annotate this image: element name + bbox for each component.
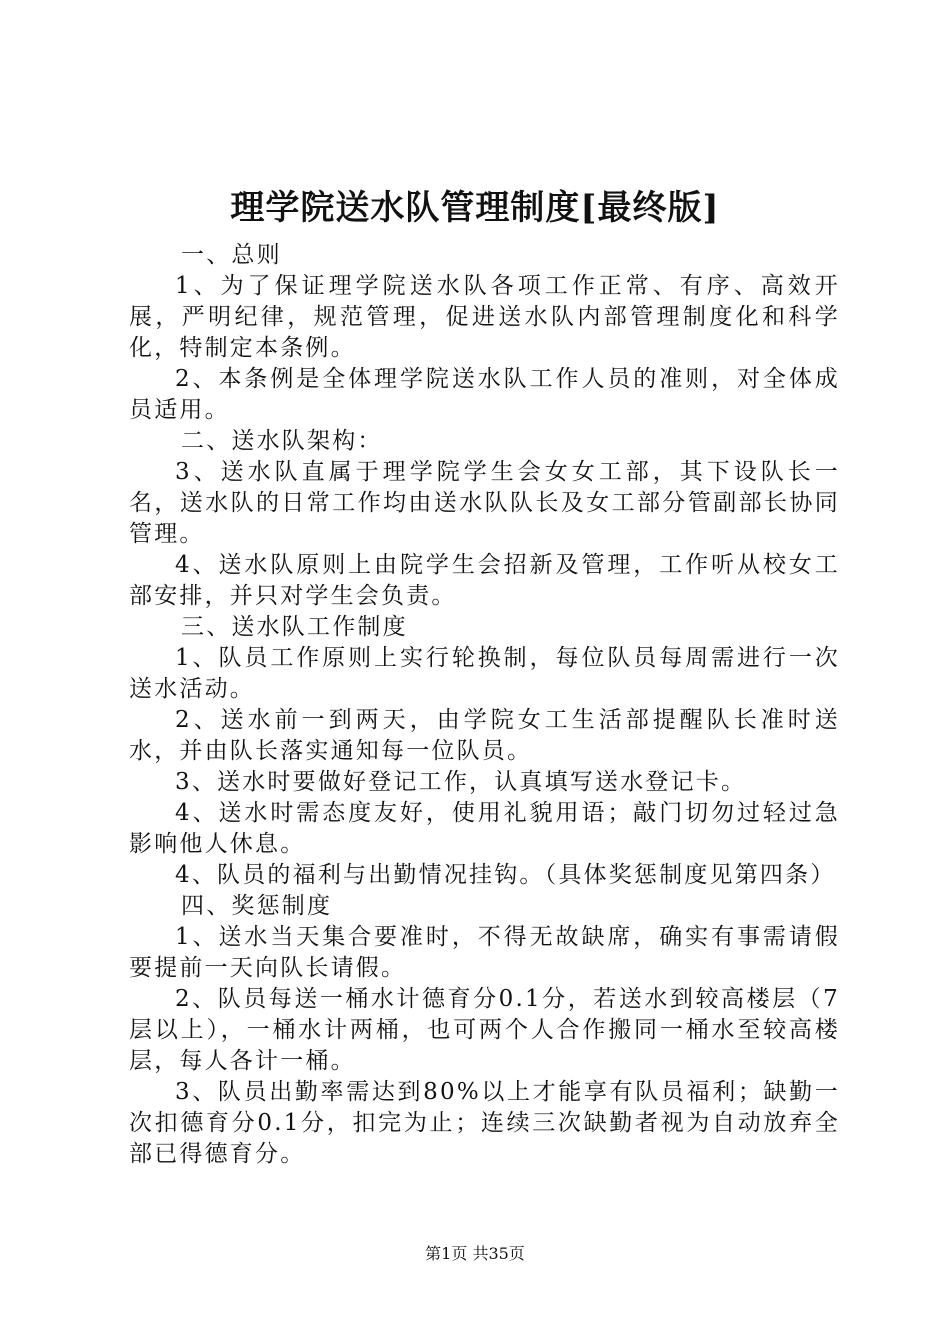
section-heading-rewards: 四、奖惩制度 [181, 893, 333, 919]
section-heading-structure: 二、送水队架构： [181, 428, 383, 454]
paragraph: 1、为了保证理学院送水队各项工作正常、有序、高效开展，严明纪律，规范管理，促进送水队内部管理制度化和科学化，特制定本条例。 [129, 273, 840, 361]
paragraph: 1、送水当天集合要准时，不得无故缺席，确实有事需请假要提前一天向队长请假。 [129, 924, 840, 981]
paragraph: 4、送水队原则上由院学生会招新及管理，工作听从校女工部安排，并只对学生会负责。 [129, 552, 840, 609]
paragraph: 4、队员的福利与出勤情况挂钩。（具体奖惩制度见第四条） [175, 862, 836, 888]
paragraph: 3、队员出勤率需达到80%以上才能享有队员福利；缺勤一次扣德育分0.1分，扣完为止；连续三次缺勤者视为自动放弃全部已得德育分。 [129, 1079, 840, 1167]
section-heading-general: 一、总则 [181, 242, 282, 268]
page-footer: 第1页 共35页 [425, 1244, 525, 1263]
document-title: 理学院送水队管理制度[最终版] [230, 188, 720, 228]
paragraph: 3、送水时要做好登记工作，认真填写送水登记卡。 [175, 769, 747, 795]
paragraph: 2、本条例是全体理学院送水队工作人员的准则，对全体成员适用。 [129, 366, 840, 423]
section-heading-work-rules: 三、送水队工作制度 [181, 614, 408, 640]
paragraph: 2、送水前一到两天，由学院女工生活部提醒队长准时送水，并由队长落实通知每一位队员。 [129, 707, 840, 764]
paragraph: 3、送水队直属于理学院学生会女女工部，其下设队长一名，送水队的日常工作均由送水队队长及女工部分管副部长协同管理。 [129, 459, 840, 547]
paragraph: 1、队员工作原则上实行轮换制，每位队员每周需进行一次送水活动。 [129, 645, 840, 702]
paragraph: 4、送水时需态度友好，使用礼貌用语；敲门切勿过轻过急影响他人休息。 [129, 800, 840, 857]
document-body [129, 240, 840, 1170]
paragraph: 2、队员每送一桶水计德育分0.1分，若送水到较高楼层（7层以上），一桶水计两桶，也可两个人合作搬同一桶水至较高楼层，每人各计一桶。 [129, 986, 840, 1074]
